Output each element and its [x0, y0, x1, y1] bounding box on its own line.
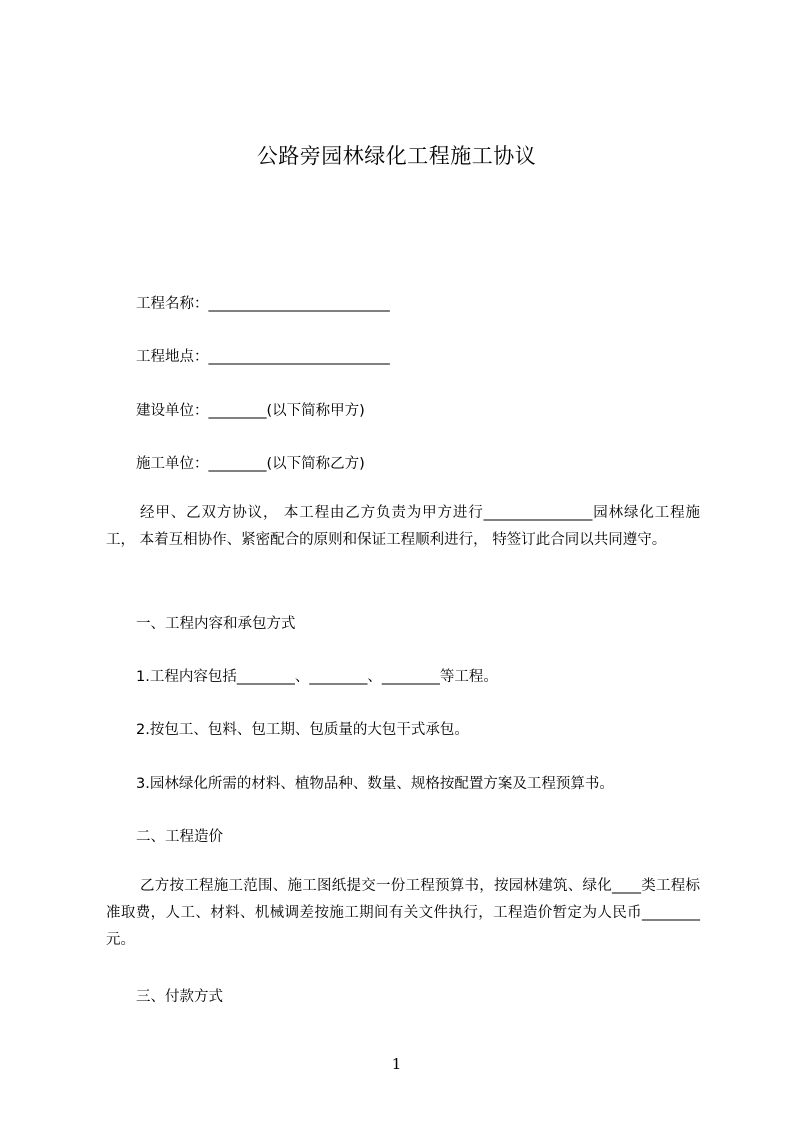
page-number: 1 [391, 1055, 402, 1073]
section-3-heading: 三、付款方式 [136, 989, 223, 1005]
section-1-heading: 一、工程内容和承包方式 [136, 616, 296, 632]
field-client-unit: 建设单位：________(以下简称甲方) [136, 403, 365, 419]
field-contractor-unit: 施工单位：________(以下简称乙方) [136, 456, 365, 472]
section-2-heading: 二、工程造价 [136, 829, 223, 845]
section-1-item: 2.按包工、包料、包工期、包质量的大包干式承包。 [136, 722, 469, 738]
field-project-location: 工程地点：_________________________ [136, 349, 390, 365]
document-title: 公路旁园林绿化工程施工协议 [256, 144, 537, 168]
section-2-paragraph: 乙方按工程施工范围、施工图纸提交一份工程预算书，按园林建筑、绿化____类工程标准取费，人工、材料、机械调差按施工期间有关文件执行，工程造价暂定为人民币________元。 [106, 878, 700, 948]
intro-paragraph: 经甲、乙双方协议， 本工程由乙方负责为甲方进行_______________园林绿化工程施工， 本着互相协作、紧密配合的原则和保证工程顺利进行， 特签订此合同以共同遵守。 [106, 505, 700, 548]
section-1-item: 3.园林绿化所需的材料、植物品种、数量、规格按配置方案及工程预算书。 [136, 776, 614, 792]
section-1-item: 1.工程内容包括________、________、________等工程。 [136, 669, 498, 685]
field-project-name: 工程名称：_________________________ [136, 296, 390, 312]
